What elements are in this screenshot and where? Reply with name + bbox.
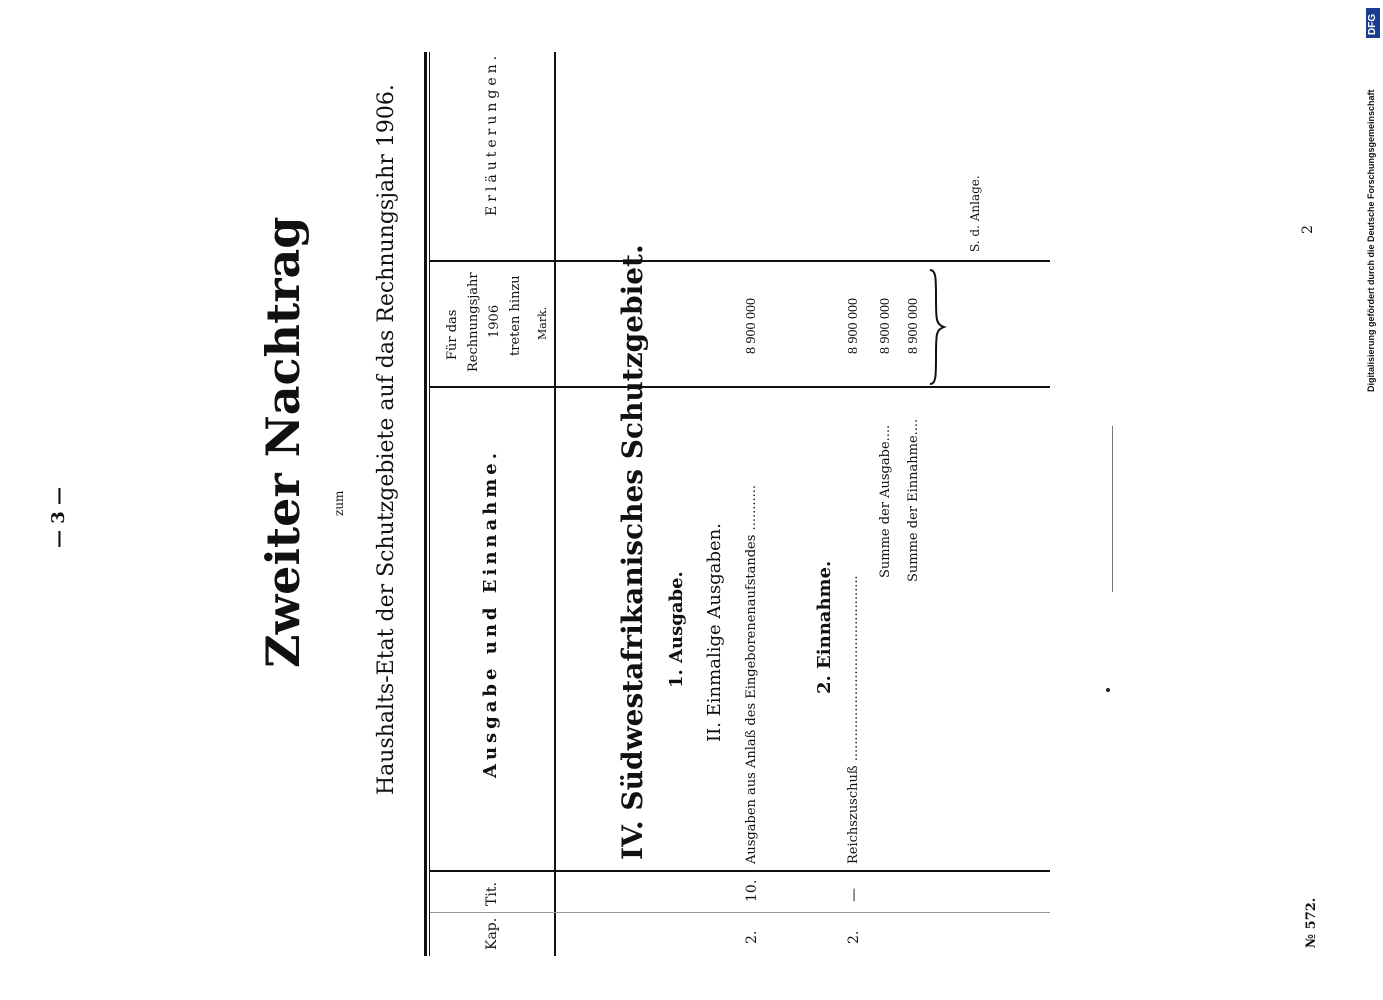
column-header-amount-2: Rechnungsjahr: [466, 272, 481, 372]
ink-dot: [1106, 688, 1110, 692]
row2-text: Reichszuschuß .............................................: [846, 575, 861, 864]
page-title: Zweiter Nachtrag: [256, 216, 310, 668]
row1-text: Ausgaben aus Anlaß des Eingeborenenaufstandes ...........: [744, 484, 759, 864]
sum-einnahme-amount: 8 900 000: [906, 298, 921, 354]
divider: [1112, 426, 1113, 592]
row2-amount: 8 900 000: [846, 298, 861, 354]
row1-tit: 10.: [744, 879, 760, 902]
column-header-amount-5: Mark.: [536, 306, 549, 340]
column-header-notes: Erläuterungen.: [484, 51, 500, 216]
ausgabe-heading: 1. Ausgabe.: [666, 571, 687, 688]
row1-amount: 8 900 000: [744, 298, 759, 354]
digitization-note: Digitalisierung gefördert durch die Deutsche Forschungsgemeinschaft: [1366, 89, 1376, 392]
column-header-main: Ausgabe und Einnahme.: [480, 448, 501, 778]
column-header-tit: Tit.: [484, 882, 500, 906]
sum-ausgabe-amount: 8 900 000: [878, 298, 893, 354]
row2-tit: —: [846, 888, 862, 902]
note-anlage: S. d. Anlage.: [968, 175, 982, 252]
footer-mark: 2: [1300, 225, 1316, 234]
subtitle: Haushalts-Etat der Schutzgebiete auf das Rechnungsjahr 1906.: [374, 84, 399, 795]
subtitle-zum: zum: [332, 490, 346, 516]
dfg-logo: DFG: [1366, 8, 1380, 38]
brace-icon: [926, 268, 948, 386]
column-header-kap: Kap.: [484, 917, 500, 950]
column-header-amount-4: treten hinzu: [508, 275, 523, 356]
row1-kap: 2.: [744, 930, 760, 944]
column-header-amount-3: 1906: [487, 304, 502, 338]
sum-ausgabe-label: Summe der Ausgabe....: [878, 424, 893, 578]
einnahme-heading: 2. Einnahme.: [814, 560, 835, 694]
section-title: IV. Südwestafrikanisches Schutzgebiet.: [616, 244, 649, 860]
column-header-amount-1: Für das: [445, 309, 460, 360]
row2-kap: 2.: [846, 930, 862, 944]
footer-number: № 572.: [1304, 897, 1319, 948]
sum-einnahme-label: Summe der Einnahme....: [906, 418, 921, 582]
einmalige-heading: II. Einmalige Ausgaben.: [704, 523, 725, 742]
page-number: — 3 —: [48, 486, 69, 548]
